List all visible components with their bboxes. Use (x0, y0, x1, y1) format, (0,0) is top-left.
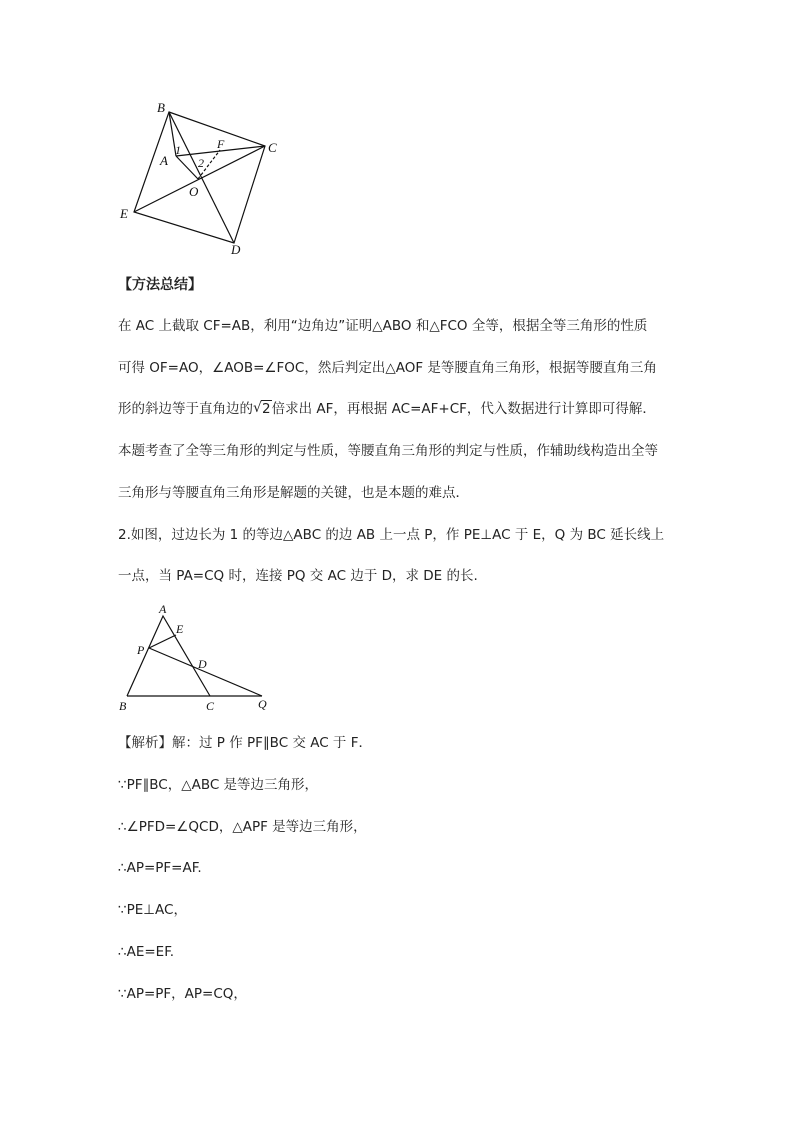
solution-line-1 (118, 734, 372, 752)
label-A: A (159, 602, 167, 616)
label-E: E (176, 622, 184, 636)
label-B: B (119, 699, 127, 713)
summary-line-1: 在 AC 上截取 CF=AB，利用“边角边”证明△ABO 和△FCO 全等，根据全等三角形的性质 (118, 318, 648, 334)
figure1-svg (110, 96, 290, 256)
figure-square-diagonals (110, 96, 290, 256)
label-A: A (160, 153, 168, 168)
solution-tag: 【解析】 (118, 735, 172, 751)
sqrt-sign: √ (253, 400, 262, 416)
label-C: C (206, 699, 215, 713)
label-C: C (268, 140, 277, 155)
solution-line-1-text: 解：过 P 作 PF∥BC 交 AC 于 F． (172, 735, 372, 751)
solution-line-7: ∵AP=PF，AP=CQ， (118, 986, 247, 1002)
solution-line-3: ∴∠PFD=∠QCD，△APF 是等边三角形， (118, 819, 367, 835)
solution-line-5: ∵PE⊥AC， (118, 902, 187, 918)
label-D: D (231, 242, 241, 256)
solution-line-6: ∴AE=EF. (118, 944, 175, 960)
label-E: E (120, 206, 128, 221)
sqrt-radicand: 2 (262, 401, 271, 417)
label-P: P (137, 643, 145, 657)
label-O: O (189, 184, 199, 199)
summary-line-5: 三角形与等腰直角三角形是解题的关键，也是本题的难点． (118, 485, 469, 501)
sqrt-two (253, 400, 272, 418)
label-B: B (157, 100, 165, 115)
summary-heading: 【方法总结】 (118, 277, 202, 293)
label-Q: Q (258, 697, 267, 711)
label-angle-1: 1 (175, 143, 181, 157)
solution-line-4: ∴AP=PF=AF. (118, 860, 202, 876)
summary-line-4: 本题考查了全等三角形的判定与性质，等腰直角三角形的判定与性质，作辅助线构造出全等 (118, 443, 658, 459)
summary-line-3-b: 倍求出 AF，再根据 AC=AF+CF，代入数据进行计算即可得解． (271, 401, 656, 417)
summary-line-2: 可得 OF=AO，∠AOB=∠FOC，然后判定出△AOF 是等腰直角三角形，根据等腰直角三角 (118, 360, 657, 376)
problem2-line-1: 2.如图，过边长为 1 的等边△ABC 的边 AB 上一点 P，作 PE⊥AC 于 E，Q 为 BC 延长线上 (118, 527, 665, 543)
segment-ao (176, 156, 198, 179)
label-D: D (198, 657, 207, 671)
summary-line-3 (118, 400, 656, 418)
problem2-line-2: 一点，当 PA=CQ 时，连接 PQ 交 AC 边于 D，求 DE 的长. (118, 568, 478, 584)
label-F: F (217, 137, 225, 151)
figure2-svg (112, 598, 282, 716)
label-angle-2: 2 (198, 156, 204, 170)
solution-line-2: ∵PF∥BC，△ABC 是等边三角形， (118, 777, 319, 793)
summary-line-3-a: 形的斜边等于直角边的 (118, 401, 253, 417)
figure-equilateral-triangle (112, 598, 282, 716)
